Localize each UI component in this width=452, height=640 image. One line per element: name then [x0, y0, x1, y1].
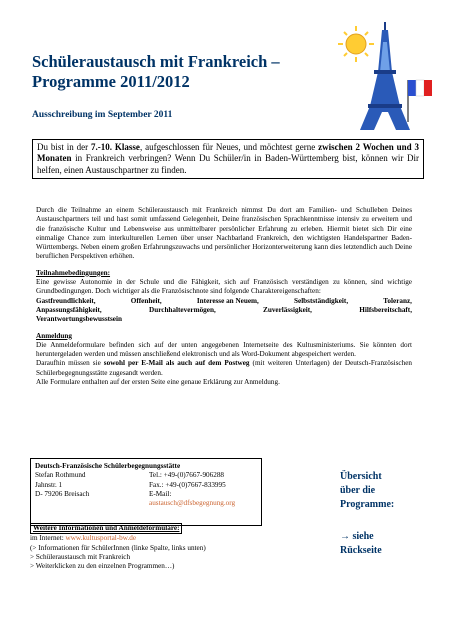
- registration-heading: Anmeldung: [36, 331, 72, 340]
- intro-text: , aufgeschlossen für Neues, und möchtest gerne: [139, 142, 319, 152]
- contact-name: Stefan Rothmund: [35, 471, 86, 480]
- sun-icon: [338, 26, 374, 62]
- registration-text-2: (mit weiteren Unterlagen) der Deutsch-Französischen Schülerbegegnungsstätte zugesandt werden.: [36, 359, 412, 377]
- duration-range: zwischen 2 Wochen und 3 Monaten: [37, 142, 419, 164]
- quality: Selbstständigkeit,: [294, 296, 349, 305]
- overview-line: Programme:: [340, 499, 395, 510]
- programme-overview-note: [340, 470, 430, 558]
- registration-text-3: Alle Formulare enthalten auf der ersten Seite eine genaue Erklärung zur Anmeldung.: [36, 378, 280, 387]
- quality: Zuverlässigkeit,: [263, 305, 312, 314]
- registration-emphasis: sowohl per E-Mail als auch auf dem Postweg: [103, 359, 250, 368]
- overview-line: siehe: [352, 531, 374, 542]
- overview-line: über die: [340, 485, 376, 496]
- quality: Toleranz,: [383, 296, 412, 305]
- info-step: > Weiterklicken zu den einzelnen Programmen…): [30, 562, 175, 571]
- quality: Hilfsbereitschaft,: [359, 305, 412, 314]
- title-line-2: Programme 2011/2012: [32, 72, 190, 91]
- requirements-text: Eine gewisse Autonomie in der Schule und die Fähigkeit, sich auf Französisch verständigen zu können, sind wichtige Grundbedingungen. Doch wichtiger als die Französischnote sind folgende Charaktereigenschaften:: [36, 278, 412, 296]
- quality: Gastfreundlichkeit,: [36, 296, 96, 305]
- contact-city: D- 79206 Breisach: [35, 489, 90, 498]
- quality: Verantwortungsbewusstsein: [36, 315, 122, 324]
- intro-text: in Frankreich verbringen? Wenn Du Schüler/in in Baden-Württemberg bist, können wir Dir helfen, einen Austauschpartner zu finden.: [37, 153, 419, 175]
- info-step: (> Informationen für SchülerInnen (linke Spalte, links unten): [30, 543, 206, 552]
- subtitle: Ausschreibung im September 2011: [32, 110, 173, 120]
- contact-street: Jahnstr. 1: [35, 480, 63, 489]
- quality: Durchhaltevermögen,: [149, 305, 216, 314]
- internet-link[interactable]: www.kultusportal-bw.de: [65, 534, 137, 543]
- tower-body: [360, 22, 410, 130]
- arrow-right-icon: →: [340, 531, 350, 542]
- contact-tel: Tel.: +49-(0)7667-906288: [149, 471, 225, 480]
- registration-text-1: Die Anmeldeformulare befinden sich auf der unten angegebenen Internetseite des Kultusministeriums. Sie könnten dort heruntergeladen werden und müssen anschließend elektronisch und als Word-Dokument abgespeichert werden.: [36, 340, 412, 359]
- contact-org: Deutsch-Französische Schülerbegegnungsstätte: [35, 462, 181, 470]
- french-flag-icon: [408, 80, 432, 122]
- info-step: > Schüleraustausch mit Frankreich: [30, 552, 131, 561]
- info-title: Weitere Informationen und Anmeldeformulare:: [30, 523, 182, 534]
- overview-line: Übersicht: [340, 471, 382, 482]
- quality: Interesse an Neuem,: [196, 296, 259, 305]
- page-title: [32, 52, 342, 92]
- overview-line: Rückseite: [340, 545, 382, 556]
- registration-text-2: Daraufhin müssen sie: [36, 359, 104, 368]
- qualities-row-2: [36, 306, 412, 315]
- intro-text: Du bist in der: [37, 142, 92, 152]
- requirements-heading: Teilnahmebedingungen:: [36, 268, 111, 277]
- contact-email-label: E-Mail:: [149, 489, 172, 498]
- body-text: [36, 206, 412, 387]
- info-box: [30, 523, 260, 571]
- grade-range: 7.-10. Klasse: [91, 142, 140, 152]
- paragraph-intro: Durch die Teilnahme an einem Schüleraustausch mit Frankreich nimmst Du dort am Familien- und Schulleben Deines Austauschpartners teil und hast somit umfassend Gelegenheit, Deine französischen Sprachkenntnisse intensiv zu erweitern und die französische Kultur und Lebensweise aus unmittelbarer persönlicher Erfahrung zu erleben. Hiermit bietet sich Dir eine einmalige Chance zum interkulturellen Lernen über unser Nachbarland Frankreich, den wichtigsten Handelspartner Baden-Württembergs. Neben einem großen Erfahrungszuwachs und persönlicher Horizonterweiterung kann dies letztendlich auch Deine beruflichen Perspektiven erhöhen.: [36, 206, 412, 261]
- contact-box: [30, 458, 262, 526]
- internet-prefix: im Internet:: [30, 534, 66, 543]
- eiffel-tower-icon: [336, 22, 436, 132]
- title-line-1: Schüleraustausch mit Frankreich –: [32, 52, 280, 71]
- quality: Offenheit,: [130, 296, 162, 305]
- qualities-row-1: [36, 297, 412, 306]
- intro-box: [32, 139, 424, 179]
- contact-fax: Fax.: +49-(0)7667-833995: [149, 480, 226, 489]
- quality: Anpassungsfähigkeit,: [36, 305, 102, 314]
- contact-email-link[interactable]: austausch@dfsbegegnung.org: [149, 499, 236, 508]
